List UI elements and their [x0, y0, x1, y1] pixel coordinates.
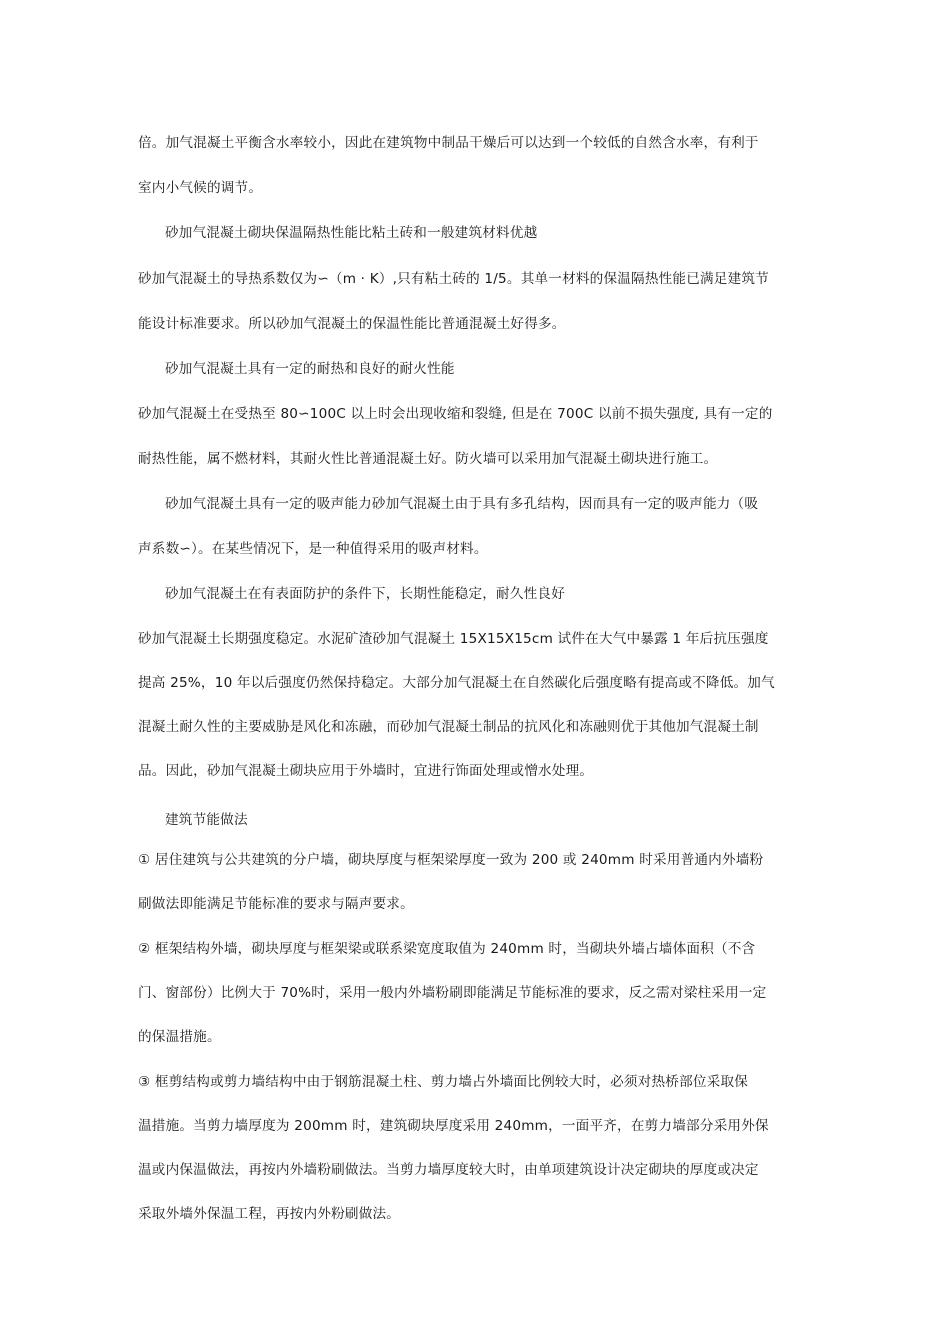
body-line: 的保温措施。: [138, 1029, 221, 1045]
body-line: 品。因此，砂加气混凝土砌块应用于外墙时，宜进行饰面处理或憎水处理。: [138, 763, 594, 779]
section-heading: 砂加气混凝土在有表面防护的条件下，长期性能稳定，耐久性良好: [165, 586, 566, 602]
list-item-3: ③ 框剪结构或剪力墙结构中由于钢筋混凝土柱、剪力墙占外墙面比例较大时，必须对热桥部位采取保: [138, 1074, 749, 1090]
body-line: 砂加气混凝土长期强度稳定。水泥矿渣砂加气混凝土 15X15X15cm 试件在大气中暴露 1 年后抗压强度: [138, 631, 769, 647]
body-line: 温或内保温做法，再按内外墙粉刷做法。当剪力墙厚度较大时，由单项建筑设计决定砌块的厚度或决定: [138, 1162, 759, 1178]
body-line: 温措施。当剪力墙厚度为 200mm 时，建筑砌块厚度采用 240mm，一面平齐，在剪力墙部分采用外保: [138, 1118, 769, 1134]
body-line: 门、窗部份）比例大于 70%时，采用一般内外墙粉刷即能满足节能标准的要求，反之需对梁柱采用一定: [138, 985, 767, 1001]
body-line: 混凝土耐久性的主要威胁是风化和冻融，而砂加气混凝土制品的抗风化和冻融则优于其他加气混凝土制: [138, 719, 759, 735]
body-line: 耐热性能，属不燃材料，其耐火性比普通混凝土好。防火墙可以采用加气混凝土砌块进行施工。: [138, 451, 718, 467]
section-heading: 砂加气混凝土砌块保温隔热性能比粘土砖和一般建筑材料优越: [165, 225, 538, 241]
body-line: 室内小气候的调节。: [138, 180, 263, 196]
section-heading: 建筑节能做法: [165, 812, 248, 828]
body-line: 砂加气混凝土在受热至 80∽100C 以上时会出现收缩和裂缝, 但是在 700C 以前不损失强度, 具有一定的: [138, 406, 773, 422]
body-line: 砂加气混凝土的导热系数仅为∽（m · K）,只有粘土砖的 1/5。其单一材料的保温隔热性能已满足建筑节: [138, 271, 769, 287]
body-line: 声系数∽）。在某些情况下，是一种值得采用的吸声材料。: [138, 541, 488, 557]
list-item-1: ① 居住建筑与公共建筑的分户墙，砌块厚度与框架梁厚度一致为 200 或 240mm 时采用普通内外墙粉: [138, 852, 764, 868]
body-line: 能设计标准要求。所以砂加气混凝土的保温性能比普通混凝土好得多。: [138, 316, 566, 332]
list-item-2: ② 框架结构外墙，砌块厚度与框架梁或联系梁宽度取值为 240mm 时，当砌块外墙占墙体面积（不含: [138, 941, 756, 957]
body-line: 提高 25%，10 年以后强度仍然保持稳定。大部分加气混凝土在自然碳化后强度略有提高或不降低。加气: [138, 675, 775, 691]
body-line: 采取外墙外保温工程，再按内外粉刷做法。: [138, 1206, 401, 1222]
body-line: 倍。加气混凝土平衡含水率较小，因此在建筑物中制品干燥后可以达到一个较低的自然含水率，有利于: [138, 135, 759, 151]
section-heading: 砂加气混凝土具有一定的吸声能力砂加气混凝土由于具有多孔结构，因而具有一定的吸声能力（吸: [165, 496, 759, 512]
body-line: 刷做法即能满足节能标准的要求与隔声要求。: [138, 896, 414, 912]
section-heading: 砂加气混凝土具有一定的耐热和良好的耐火性能: [165, 361, 455, 377]
